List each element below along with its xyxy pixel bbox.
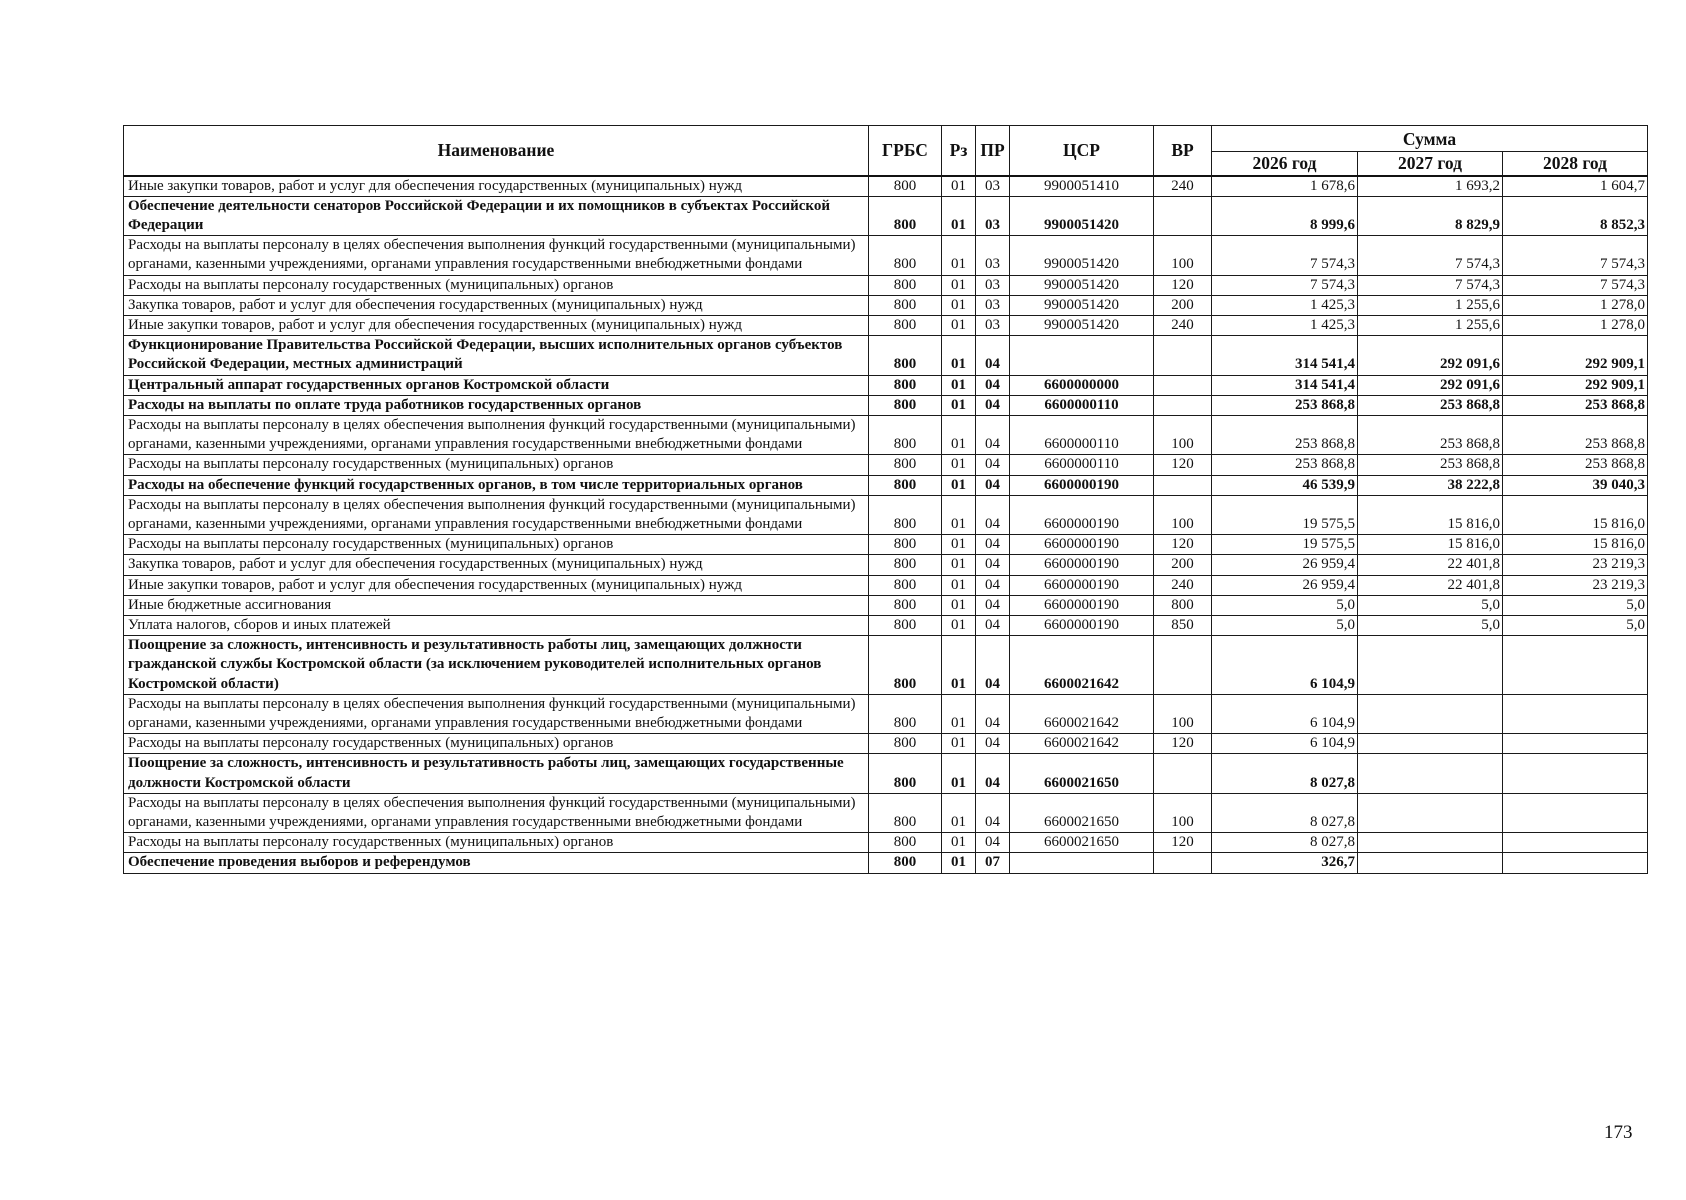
header-year-2027: 2027 год [1358, 152, 1503, 176]
cell-2028: 39 040,3 [1503, 475, 1648, 495]
cell-pr: 04 [976, 336, 1010, 375]
cell-pr: 04 [976, 455, 1010, 475]
cell-rz: 01 [942, 395, 976, 415]
table-row [124, 833, 1648, 853]
cell-2027 [1358, 793, 1503, 832]
cell-grbs: 800 [869, 475, 942, 495]
cell-2027: 1 693,2 [1358, 176, 1503, 197]
cell-csr: 6600000190 [1010, 535, 1154, 555]
cell-rz: 01 [942, 495, 976, 534]
cell-csr: 6600000000 [1010, 375, 1154, 395]
cell-pr: 03 [976, 315, 1010, 335]
cell-2026: 19 575,5 [1212, 495, 1358, 534]
cell-2026: 7 574,3 [1212, 275, 1358, 295]
cell-2026: 1 425,3 [1212, 295, 1358, 315]
cell-csr: 6600000190 [1010, 475, 1154, 495]
cell-vr: 240 [1154, 176, 1212, 197]
cell-rz: 01 [942, 595, 976, 615]
cell-name: Расходы на выплаты персоналу государственных (муниципальных) органов [124, 275, 869, 295]
cell-grbs: 800 [869, 196, 942, 235]
cell-rz: 01 [942, 754, 976, 793]
cell-grbs: 800 [869, 833, 942, 853]
cell-2028: 15 816,0 [1503, 535, 1648, 555]
cell-csr: 9900051420 [1010, 236, 1154, 275]
cell-rz: 01 [942, 575, 976, 595]
cell-2028 [1503, 833, 1648, 853]
cell-rz: 01 [942, 636, 976, 695]
cell-2028 [1503, 636, 1648, 695]
table-row [124, 196, 1648, 235]
cell-2028: 253 868,8 [1503, 415, 1648, 454]
cell-2028: 15 816,0 [1503, 495, 1648, 534]
cell-rz: 01 [942, 275, 976, 295]
cell-name: Иные закупки товаров, работ и услуг для обеспечения государственных (муниципальных) нужд [124, 176, 869, 197]
cell-2026: 8 999,6 [1212, 196, 1358, 235]
cell-2028: 292 909,1 [1503, 375, 1648, 395]
cell-csr: 6600000190 [1010, 555, 1154, 575]
cell-grbs: 800 [869, 535, 942, 555]
cell-grbs: 800 [869, 315, 942, 335]
cell-2026: 5,0 [1212, 615, 1358, 635]
cell-rz: 01 [942, 555, 976, 575]
cell-grbs: 800 [869, 275, 942, 295]
cell-2028: 23 219,3 [1503, 575, 1648, 595]
header-name: Наименование [124, 126, 869, 176]
header-year-2028: 2028 год [1503, 152, 1648, 176]
table-row [124, 595, 1648, 615]
cell-vr: 100 [1154, 694, 1212, 733]
header-year-2026: 2026 год [1212, 152, 1358, 176]
cell-name: Закупка товаров, работ и услуг для обеспечения государственных (муниципальных) нужд [124, 295, 869, 315]
cell-csr: 6600021650 [1010, 793, 1154, 832]
cell-csr: 6600000110 [1010, 455, 1154, 475]
cell-csr: 9900051420 [1010, 295, 1154, 315]
cell-pr: 03 [976, 236, 1010, 275]
cell-name: Расходы на выплаты по оплате труда работников государственных органов [124, 395, 869, 415]
cell-csr: 6600021642 [1010, 734, 1154, 754]
cell-grbs: 800 [869, 595, 942, 615]
cell-2028: 253 868,8 [1503, 455, 1648, 475]
cell-vr [1154, 853, 1212, 873]
cell-vr: 120 [1154, 275, 1212, 295]
cell-2028: 1 278,0 [1503, 295, 1648, 315]
table-row [124, 275, 1648, 295]
cell-2027: 22 401,8 [1358, 575, 1503, 595]
cell-2026: 8 027,8 [1212, 793, 1358, 832]
cell-vr [1154, 375, 1212, 395]
cell-2028 [1503, 853, 1648, 873]
cell-rz: 01 [942, 615, 976, 635]
cell-name: Иные закупки товаров, работ и услуг для обеспечения государственных (муниципальных) нужд [124, 315, 869, 335]
cell-2026: 6 104,9 [1212, 636, 1358, 695]
cell-csr: 9900051420 [1010, 315, 1154, 335]
cell-csr: 6600000190 [1010, 595, 1154, 615]
cell-name: Расходы на выплаты персоналу государственных (муниципальных) органов [124, 734, 869, 754]
cell-csr: 9900051420 [1010, 196, 1154, 235]
cell-vr: 200 [1154, 295, 1212, 315]
cell-2028: 23 219,3 [1503, 555, 1648, 575]
cell-vr [1154, 196, 1212, 235]
cell-2026: 314 541,4 [1212, 375, 1358, 395]
cell-2027: 5,0 [1358, 615, 1503, 635]
cell-vr: 800 [1154, 595, 1212, 615]
cell-2027: 253 868,8 [1358, 395, 1503, 415]
cell-rz: 01 [942, 475, 976, 495]
cell-2027 [1358, 694, 1503, 733]
cell-csr: 6600021650 [1010, 754, 1154, 793]
cell-2026: 253 868,8 [1212, 395, 1358, 415]
cell-rz: 01 [942, 415, 976, 454]
cell-name: Иные закупки товаров, работ и услуг для обеспечения государственных (муниципальных) нужд [124, 575, 869, 595]
cell-2027 [1358, 853, 1503, 873]
table-row [124, 295, 1648, 315]
table-row [124, 575, 1648, 595]
cell-pr: 04 [976, 495, 1010, 534]
cell-grbs: 800 [869, 734, 942, 754]
table-row [124, 495, 1648, 534]
cell-pr: 04 [976, 415, 1010, 454]
cell-name: Иные бюджетные ассигнования [124, 595, 869, 615]
cell-grbs: 800 [869, 636, 942, 695]
cell-2027: 292 091,6 [1358, 336, 1503, 375]
cell-name: Поощрение за сложность, интенсивность и результативность работы лиц, замещающих государственные должности Костромской области [124, 754, 869, 793]
cell-2028 [1503, 734, 1648, 754]
cell-rz: 01 [942, 793, 976, 832]
cell-vr [1154, 636, 1212, 695]
cell-2028: 7 574,3 [1503, 275, 1648, 295]
cell-rz: 01 [942, 734, 976, 754]
cell-csr [1010, 853, 1154, 873]
cell-2028: 5,0 [1503, 615, 1648, 635]
cell-2027: 15 816,0 [1358, 535, 1503, 555]
cell-pr: 03 [976, 196, 1010, 235]
cell-vr: 120 [1154, 455, 1212, 475]
cell-name: Расходы на выплаты персоналу в целях обеспечения выполнения функций государственными (муниципальными) органами, казенными учреждениями, органами управления государственными внебюджетными фондами [124, 415, 869, 454]
cell-2026: 6 104,9 [1212, 694, 1358, 733]
cell-2028: 253 868,8 [1503, 395, 1648, 415]
cell-pr: 04 [976, 694, 1010, 733]
cell-2026: 1 678,6 [1212, 176, 1358, 197]
cell-pr: 04 [976, 595, 1010, 615]
table-row [124, 535, 1648, 555]
cell-2028: 1 278,0 [1503, 315, 1648, 335]
cell-2027 [1358, 754, 1503, 793]
cell-2027: 253 868,8 [1358, 455, 1503, 475]
cell-grbs: 800 [869, 495, 942, 534]
table-row [124, 694, 1648, 733]
budget-table [123, 125, 1648, 874]
cell-rz: 01 [942, 853, 976, 873]
header-rz: Рз [942, 126, 976, 176]
table-row [124, 236, 1648, 275]
cell-grbs: 800 [869, 455, 942, 475]
table-row [124, 415, 1648, 454]
cell-2026: 26 959,4 [1212, 555, 1358, 575]
cell-rz: 01 [942, 535, 976, 555]
header-sum: Сумма [1212, 126, 1648, 152]
cell-rz: 01 [942, 455, 976, 475]
cell-vr: 100 [1154, 495, 1212, 534]
table-row [124, 336, 1648, 375]
cell-vr: 120 [1154, 833, 1212, 853]
cell-vr [1154, 336, 1212, 375]
table-row [124, 734, 1648, 754]
cell-name: Расходы на выплаты персоналу государственных (муниципальных) органов [124, 455, 869, 475]
cell-2026: 8 027,8 [1212, 833, 1358, 853]
cell-2028 [1503, 694, 1648, 733]
cell-grbs: 800 [869, 575, 942, 595]
cell-name: Обеспечение деятельности сенаторов Российской Федерации и их помощников в субъектах Российской Федерации [124, 196, 869, 235]
cell-2027 [1358, 734, 1503, 754]
cell-2026: 1 425,3 [1212, 315, 1358, 335]
cell-name: Расходы на выплаты персоналу государственных (муниципальных) органов [124, 833, 869, 853]
cell-vr: 100 [1154, 793, 1212, 832]
cell-name: Закупка товаров, работ и услуг для обеспечения государственных (муниципальных) нужд [124, 555, 869, 575]
cell-rz: 01 [942, 196, 976, 235]
cell-grbs: 800 [869, 754, 942, 793]
cell-csr: 9900051420 [1010, 275, 1154, 295]
cell-pr: 04 [976, 833, 1010, 853]
cell-name: Уплата налогов, сборов и иных платежей [124, 615, 869, 635]
cell-pr: 04 [976, 636, 1010, 695]
cell-name: Расходы на выплаты персоналу в целях обеспечения выполнения функций государственными (муниципальными) органами, казенными учреждениями, органами управления государственными внебюджетными фондами [124, 793, 869, 832]
cell-pr: 04 [976, 615, 1010, 635]
cell-grbs: 800 [869, 694, 942, 733]
cell-name: Функционирование Правительства Российской Федерации, высших исполнительных органов субъектов Российской Федерации, местных администраций [124, 336, 869, 375]
cell-2028 [1503, 793, 1648, 832]
cell-2026: 7 574,3 [1212, 236, 1358, 275]
header-csr: ЦСР [1010, 126, 1154, 176]
cell-2026: 26 959,4 [1212, 575, 1358, 595]
cell-2028: 8 852,3 [1503, 196, 1648, 235]
table-row [124, 375, 1648, 395]
cell-pr: 04 [976, 754, 1010, 793]
cell-2026: 5,0 [1212, 595, 1358, 615]
cell-2027: 253 868,8 [1358, 415, 1503, 454]
table-row [124, 636, 1648, 695]
cell-rz: 01 [942, 295, 976, 315]
cell-2028 [1503, 754, 1648, 793]
cell-2027: 22 401,8 [1358, 555, 1503, 575]
cell-name: Расходы на выплаты персоналу в целях обеспечения выполнения функций государственными (муниципальными) органами, казенными учреждениями, органами управления государственными внебюджетными фондами [124, 236, 869, 275]
cell-pr: 04 [976, 793, 1010, 832]
cell-vr: 100 [1154, 236, 1212, 275]
table-row [124, 853, 1648, 873]
cell-2026: 19 575,5 [1212, 535, 1358, 555]
table-body [124, 176, 1648, 874]
cell-csr: 6600021650 [1010, 833, 1154, 853]
cell-2026: 253 868,8 [1212, 415, 1358, 454]
table-row [124, 455, 1648, 475]
cell-grbs: 800 [869, 236, 942, 275]
cell-rz: 01 [942, 833, 976, 853]
cell-grbs: 800 [869, 615, 942, 635]
cell-2028: 7 574,3 [1503, 236, 1648, 275]
cell-2028: 1 604,7 [1503, 176, 1648, 197]
cell-name: Расходы на выплаты персоналу в целях обеспечения выполнения функций государственными (муниципальными) органами, казенными учреждениями, органами управления государственными внебюджетными фондами [124, 694, 869, 733]
cell-csr: 6600000110 [1010, 395, 1154, 415]
cell-name: Расходы на выплаты персоналу в целях обеспечения выполнения функций государственными (муниципальными) органами, казенными учреждениями, органами управления государственными внебюджетными фондами [124, 495, 869, 534]
cell-csr: 6600000110 [1010, 415, 1154, 454]
header-pr: ПР [976, 126, 1010, 176]
cell-2027: 7 574,3 [1358, 275, 1503, 295]
cell-2027: 38 222,8 [1358, 475, 1503, 495]
cell-grbs: 800 [869, 555, 942, 575]
cell-pr: 03 [976, 275, 1010, 295]
cell-grbs: 800 [869, 415, 942, 454]
table-row [124, 754, 1648, 793]
cell-vr [1154, 475, 1212, 495]
cell-grbs: 800 [869, 853, 942, 873]
cell-vr [1154, 754, 1212, 793]
cell-2027 [1358, 833, 1503, 853]
cell-rz: 01 [942, 336, 976, 375]
cell-pr: 04 [976, 575, 1010, 595]
table-row [124, 615, 1648, 635]
cell-rz: 01 [942, 176, 976, 197]
cell-2027: 15 816,0 [1358, 495, 1503, 534]
cell-pr: 03 [976, 295, 1010, 315]
cell-csr: 6600000190 [1010, 495, 1154, 534]
cell-vr: 100 [1154, 415, 1212, 454]
cell-vr: 240 [1154, 575, 1212, 595]
cell-csr: 6600021642 [1010, 636, 1154, 695]
table-header [124, 126, 1648, 176]
table-row [124, 555, 1648, 575]
cell-csr: 6600000190 [1010, 615, 1154, 635]
cell-2027: 8 829,9 [1358, 196, 1503, 235]
table-row [124, 475, 1648, 495]
table-row [124, 793, 1648, 832]
cell-grbs: 800 [869, 395, 942, 415]
cell-rz: 01 [942, 694, 976, 733]
cell-pr: 04 [976, 535, 1010, 555]
cell-2027: 7 574,3 [1358, 236, 1503, 275]
cell-vr: 240 [1154, 315, 1212, 335]
cell-pr: 04 [976, 375, 1010, 395]
cell-grbs: 800 [869, 176, 942, 197]
cell-pr: 07 [976, 853, 1010, 873]
cell-2026: 253 868,8 [1212, 455, 1358, 475]
cell-2027: 1 255,6 [1358, 315, 1503, 335]
cell-grbs: 800 [869, 336, 942, 375]
cell-2027: 292 091,6 [1358, 375, 1503, 395]
cell-2026: 46 539,9 [1212, 475, 1358, 495]
cell-2027: 5,0 [1358, 595, 1503, 615]
cell-2026: 6 104,9 [1212, 734, 1358, 754]
cell-grbs: 800 [869, 375, 942, 395]
cell-vr [1154, 395, 1212, 415]
cell-csr: 6600000190 [1010, 575, 1154, 595]
cell-vr: 120 [1154, 535, 1212, 555]
cell-2026: 314 541,4 [1212, 336, 1358, 375]
cell-2026: 326,7 [1212, 853, 1358, 873]
cell-pr: 04 [976, 555, 1010, 575]
cell-rz: 01 [942, 315, 976, 335]
cell-rz: 01 [942, 375, 976, 395]
cell-pr: 04 [976, 475, 1010, 495]
cell-grbs: 800 [869, 295, 942, 315]
cell-vr: 200 [1154, 555, 1212, 575]
cell-pr: 03 [976, 176, 1010, 197]
cell-name: Поощрение за сложность, интенсивность и результативность работы лиц, замещающих должности гражданской службы Костромской области (за исключением руководителей исполнительных органов Костромской области) [124, 636, 869, 695]
cell-2027 [1358, 636, 1503, 695]
cell-name: Расходы на выплаты персоналу государственных (муниципальных) органов [124, 535, 869, 555]
cell-vr: 850 [1154, 615, 1212, 635]
cell-name: Центральный аппарат государственных органов Костромской области [124, 375, 869, 395]
cell-2028: 5,0 [1503, 595, 1648, 615]
page-number: 173 [1604, 1122, 1633, 1143]
cell-rz: 01 [942, 236, 976, 275]
table-row [124, 395, 1648, 415]
cell-name: Расходы на обеспечение функций государственных органов, в том числе территориальных органов [124, 475, 869, 495]
cell-pr: 04 [976, 395, 1010, 415]
table-row [124, 176, 1648, 197]
table-row [124, 315, 1648, 335]
cell-csr [1010, 336, 1154, 375]
cell-name: Обеспечение проведения выборов и референдумов [124, 853, 869, 873]
cell-grbs: 800 [869, 793, 942, 832]
cell-pr: 04 [976, 734, 1010, 754]
cell-2026: 8 027,8 [1212, 754, 1358, 793]
cell-csr: 6600021642 [1010, 694, 1154, 733]
cell-2028: 292 909,1 [1503, 336, 1648, 375]
cell-2027: 1 255,6 [1358, 295, 1503, 315]
header-vr: ВР [1154, 126, 1212, 176]
header-grbs: ГРБС [869, 126, 942, 176]
cell-csr: 9900051410 [1010, 176, 1154, 197]
cell-vr: 120 [1154, 734, 1212, 754]
